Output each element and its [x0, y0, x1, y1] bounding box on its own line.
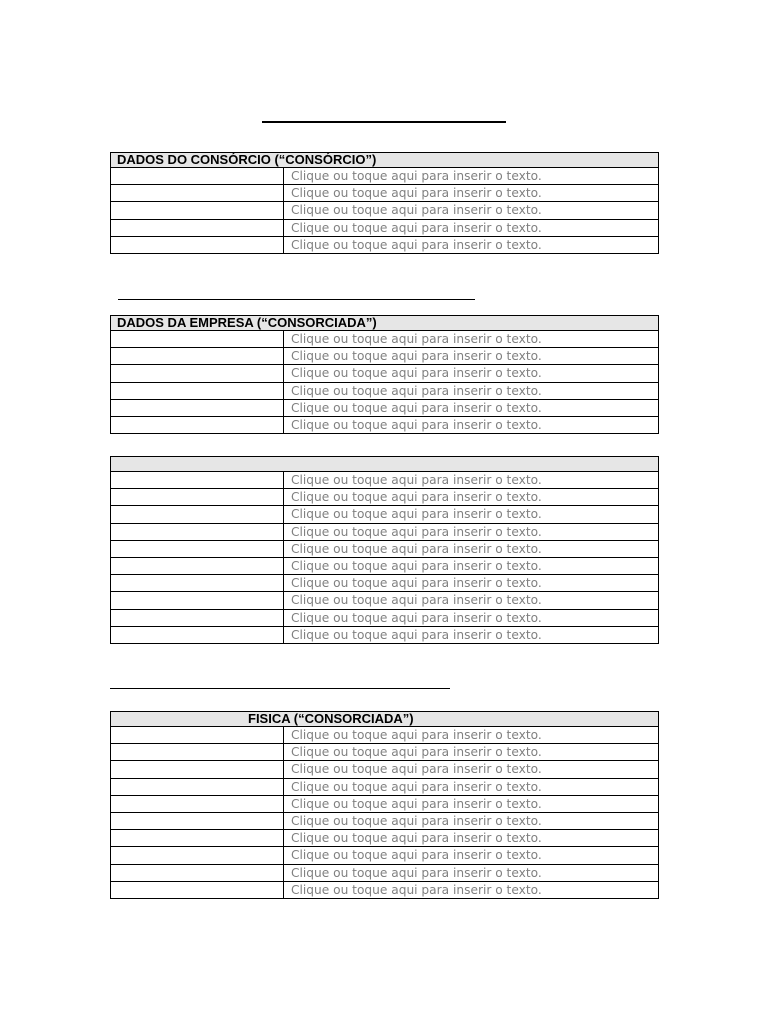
text-input-field[interactable]: Clique ou toque aqui para inserir o texto.: [284, 557, 659, 574]
text-input-field[interactable]: Clique ou toque aqui para inserir o texto.: [284, 778, 659, 795]
row-label-cell: [111, 609, 284, 626]
table-row: [111, 168, 659, 185]
text-input-field[interactable]: Clique ou toque aqui para inserir o texto.: [284, 365, 659, 382]
row-label-cell: [111, 592, 284, 609]
row-label-cell: [111, 202, 284, 219]
text-input-field[interactable]: Clique ou toque aqui para inserir o texto.: [284, 219, 659, 236]
text-input-field[interactable]: Clique ou toque aqui para inserir o texto.: [284, 472, 659, 489]
row-label-cell: [111, 168, 284, 185]
section-underline: [118, 299, 475, 300]
table-row: [111, 236, 659, 253]
table-row: [111, 626, 659, 643]
table-row: [111, 727, 659, 744]
text-input-field[interactable]: Clique ou toque aqui para inserir o texto.: [284, 592, 659, 609]
row-label-cell: [111, 331, 284, 348]
text-input-field[interactable]: Clique ou toque aqui para inserir o texto.: [284, 348, 659, 365]
text-input-field[interactable]: Clique ou toque aqui para inserir o texto.: [284, 727, 659, 744]
text-input-field[interactable]: Clique ou toque aqui para inserir o texto.: [284, 236, 659, 253]
table-header-row: [111, 457, 659, 472]
text-input-field[interactable]: Clique ou toque aqui para inserir o texto.: [284, 168, 659, 185]
table-header-row: [111, 316, 659, 331]
row-label-cell: [111, 864, 284, 881]
table-row: [111, 575, 659, 592]
row-label-cell: [111, 830, 284, 847]
empresa-table: [110, 315, 659, 434]
text-input-field[interactable]: Clique ou toque aqui para inserir o texto.: [284, 540, 659, 557]
text-input-field[interactable]: Clique ou toque aqui para inserir o texto.: [284, 795, 659, 812]
row-label-cell: [111, 795, 284, 812]
row-label-cell: [111, 812, 284, 829]
table-header-row: [111, 153, 659, 168]
row-label-cell: [111, 489, 284, 506]
table-row: [111, 864, 659, 881]
row-label-cell: [111, 744, 284, 761]
row-label-cell: [111, 626, 284, 643]
table-row: [111, 557, 659, 574]
consorcio-table: [110, 152, 659, 254]
row-label-cell: [111, 847, 284, 864]
table-row: [111, 416, 659, 433]
row-label-cell: [111, 365, 284, 382]
table-row: [111, 778, 659, 795]
text-input-field[interactable]: Clique ou toque aqui para inserir o texto.: [284, 881, 659, 898]
table-row: [111, 219, 659, 236]
text-input-field[interactable]: Clique ou toque aqui para inserir o texto.: [284, 761, 659, 778]
text-input-field[interactable]: Clique ou toque aqui para inserir o texto.: [284, 331, 659, 348]
section-underline: [110, 688, 450, 689]
table-row: [111, 382, 659, 399]
table-row: [111, 795, 659, 812]
title-underline: [262, 121, 506, 123]
row-label-cell: [111, 382, 284, 399]
table-row: [111, 761, 659, 778]
row-label-cell: [111, 236, 284, 253]
text-input-field[interactable]: Clique ou toque aqui para inserir o texto.: [284, 506, 659, 523]
table-row: [111, 523, 659, 540]
table-row: [111, 812, 659, 829]
text-input-field[interactable]: Clique ou toque aqui para inserir o texto.: [284, 830, 659, 847]
table-row: [111, 881, 659, 898]
table-header: DADOS DO CONSÓRCIO (“CONSÓRCIO”): [111, 153, 659, 168]
table-row: [111, 506, 659, 523]
row-label-cell: [111, 219, 284, 236]
table-row: [111, 744, 659, 761]
text-input-field[interactable]: Clique ou toque aqui para inserir o texto.: [284, 744, 659, 761]
row-label-cell: [111, 727, 284, 744]
text-input-field[interactable]: Clique ou toque aqui para inserir o texto.: [284, 864, 659, 881]
text-input-field[interactable]: Clique ou toque aqui para inserir o texto.: [284, 609, 659, 626]
text-input-field[interactable]: Clique ou toque aqui para inserir o texto.: [284, 489, 659, 506]
table-row: [111, 348, 659, 365]
table-header: [111, 457, 659, 472]
table-row: [111, 331, 659, 348]
row-label-cell: [111, 416, 284, 433]
table-row: [111, 202, 659, 219]
text-input-field[interactable]: Clique ou toque aqui para inserir o texto.: [284, 382, 659, 399]
fisica-table: [110, 711, 659, 899]
table-row: [111, 399, 659, 416]
untitled-table: [110, 456, 659, 644]
table-row: [111, 592, 659, 609]
text-input-field[interactable]: Clique ou toque aqui para inserir o texto.: [284, 575, 659, 592]
text-input-field[interactable]: Clique ou toque aqui para inserir o texto.: [284, 523, 659, 540]
text-input-field[interactable]: Clique ou toque aqui para inserir o texto.: [284, 812, 659, 829]
row-label-cell: [111, 523, 284, 540]
table-row: [111, 489, 659, 506]
row-label-cell: [111, 761, 284, 778]
text-input-field[interactable]: Clique ou toque aqui para inserir o texto.: [284, 416, 659, 433]
table-row: [111, 472, 659, 489]
text-input-field[interactable]: Clique ou toque aqui para inserir o texto.: [284, 847, 659, 864]
row-label-cell: [111, 185, 284, 202]
text-input-field[interactable]: Clique ou toque aqui para inserir o texto.: [284, 185, 659, 202]
row-label-cell: [111, 540, 284, 557]
row-label-cell: [111, 557, 284, 574]
text-input-field[interactable]: Clique ou toque aqui para inserir o texto.: [284, 626, 659, 643]
table-header: DADOS DA EMPRESA (“CONSORCIADA”): [111, 316, 659, 331]
row-label-cell: [111, 506, 284, 523]
table-row: [111, 830, 659, 847]
row-label-cell: [111, 881, 284, 898]
table-row: [111, 365, 659, 382]
text-input-field[interactable]: Clique ou toque aqui para inserir o texto.: [284, 399, 659, 416]
row-label-cell: [111, 472, 284, 489]
table-row: [111, 847, 659, 864]
table-row: [111, 540, 659, 557]
row-label-cell: [111, 399, 284, 416]
row-label-cell: [111, 778, 284, 795]
row-label-cell: [111, 348, 284, 365]
row-label-cell: [111, 575, 284, 592]
text-input-field[interactable]: Clique ou toque aqui para inserir o texto.: [284, 202, 659, 219]
table-header-row: [111, 712, 659, 727]
table-row: [111, 609, 659, 626]
table-header: FISICA (“CONSORCIADA”): [111, 712, 659, 727]
table-row: [111, 185, 659, 202]
